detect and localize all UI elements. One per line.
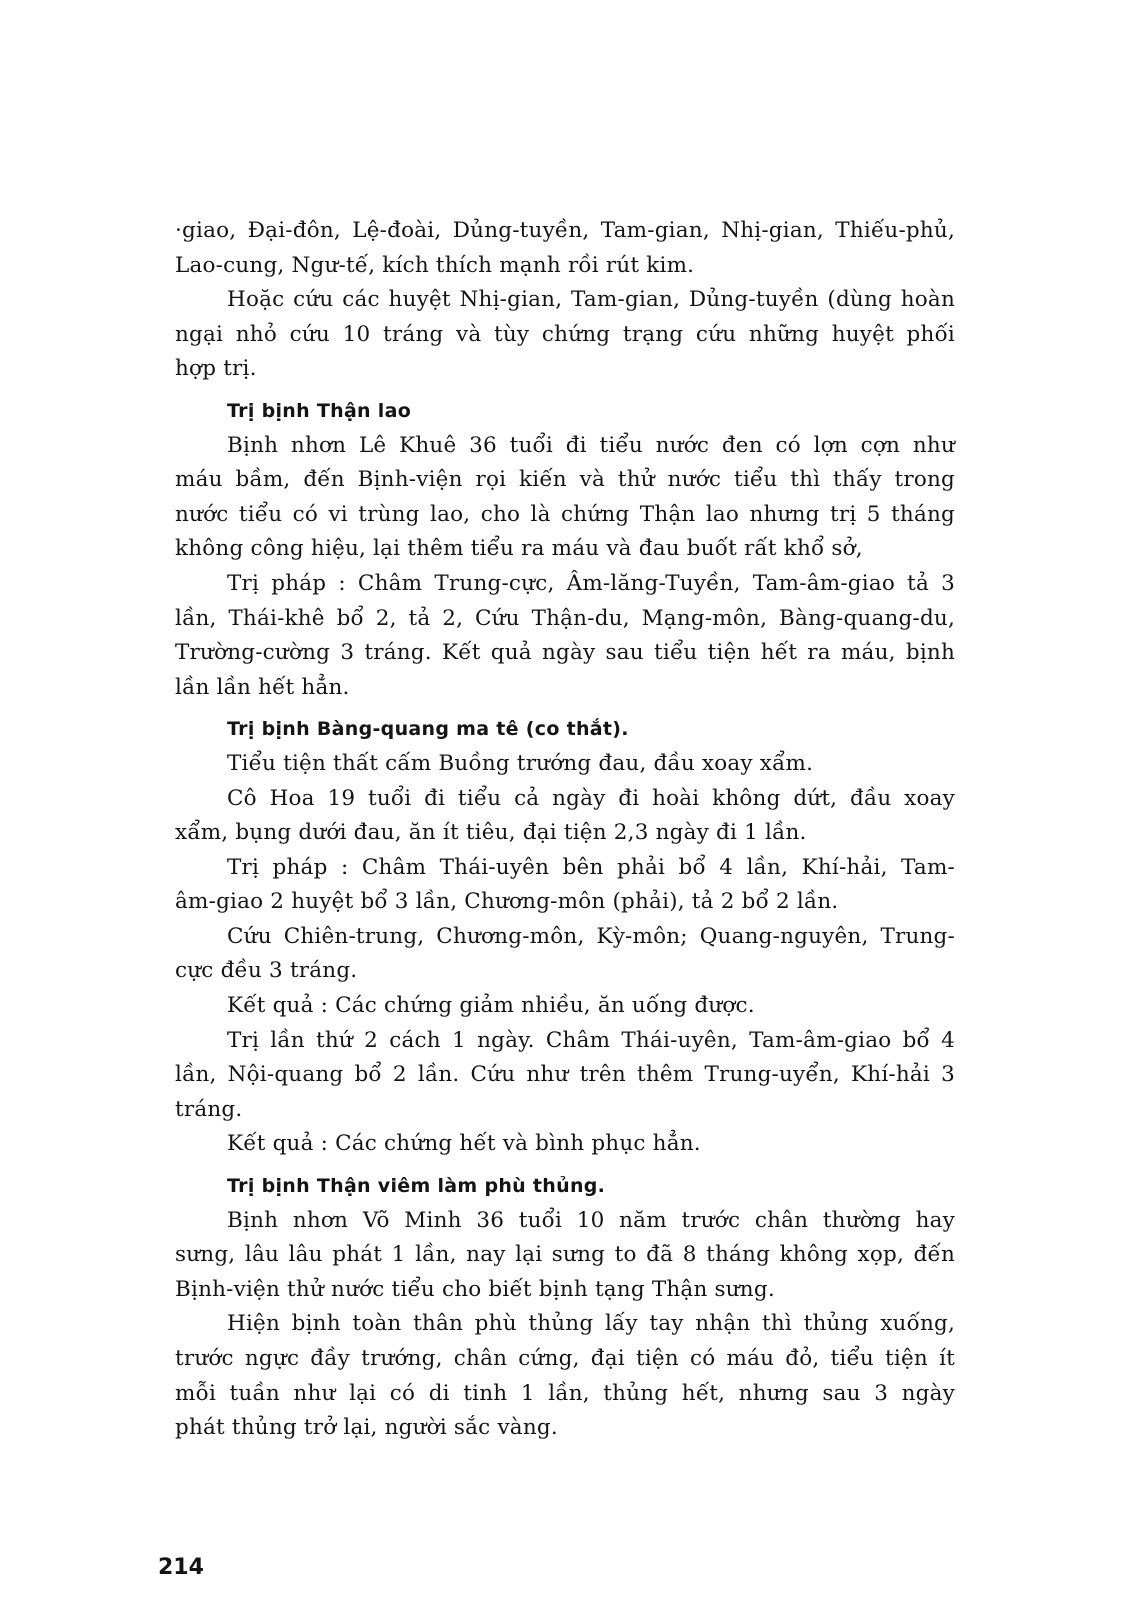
body-text [175, 214, 955, 1446]
text-line: ·giao, Đại-đôn, Lệ-đoài, Dủng-tuyền, Tam-gian, Nhị-gian, Thiếu-phủ, [175, 218, 955, 243]
text-line: Trị pháp : Châm Thái-uyên bên phải bổ 4 lần, Khí-hải, Tam- [227, 854, 955, 880]
text-line: Kết quả : Các chứng giảm nhiều, ăn uống được. [227, 993, 755, 1019]
text-line: Bịnh-viện thử nước tiểu cho biết bịnh tạng Thận sưng. [175, 1276, 775, 1302]
text-line: lần lần hết hẳn. [175, 674, 350, 700]
text-line: mỗi tuần như lại có di tinh 1 lần, thủng hết, nhưng sau 3 ngày [175, 1380, 955, 1406]
text-line: Cô Hoa 19 tuổi đi tiểu cả ngày đi hoài không dứt, đầu xoay [227, 785, 955, 811]
text-line: tráng. [175, 1096, 243, 1122]
text-line: trước ngực đầy trướng, chân cứng, đại tiện có máu đỏ, tiểu tiện ít [175, 1346, 955, 1371]
text-line: ngại nhỏ cứu 10 tráng và tùy chứng trạng cứu những huyệt phối [175, 321, 955, 347]
text-line: Bịnh nhơn Lê Khuê 36 tuổi đi tiểu nước đen có lợn cợn như [227, 432, 955, 458]
text-line: Trường-cường 3 tráng. Kết quả ngày sau tiểu tiện hết ra máu, bịnh [175, 640, 955, 666]
page-number: 214 [158, 1555, 204, 1580]
text-line: nước tiểu có vi trùng lao, cho là chứng Thận lao nhưng trị 5 tháng [175, 501, 955, 527]
text-line: sưng, lâu lâu phát 1 lần, nay lại sưng to đã 8 tháng không xọp, đến [175, 1242, 955, 1268]
text-line: máu bầm, đến Bịnh-viện rọi kiến và thử nước tiểu thì thấy trong [175, 467, 955, 493]
text-line: phát thủng trở lại, người sắc vàng. [175, 1415, 558, 1441]
text-line: Bịnh nhơn Võ Minh 36 tuổi 10 năm trước chân thường hay [227, 1207, 955, 1233]
text-line: hợp trị. [175, 356, 257, 382]
section-heading: Trị bịnh Thận lao [227, 399, 412, 422]
text-line: Lao-cung, Ngư-tế, kích thích mạnh rồi rút kim. [175, 252, 695, 278]
section-heading: Trị bịnh Thận viêm làm phù thủng. [227, 1175, 606, 1198]
text-line: lần, Thái-khê bổ 2, tả 2, Cứu Thận-du, Mạng-môn, Bàng-quang-du, [175, 605, 955, 631]
text-line: Tiểu tiện thất cấm Buồng trướng đau, đầu xoay xẩm. [227, 750, 814, 776]
text-line: Cứu Chiên-trung, Chương-môn, Kỳ-môn; Quang-nguyên, Trung- [227, 923, 955, 949]
text-line: Trị lần thứ 2 cách 1 ngày. Châm Thái-uyên, Tam-âm-giao bổ 4 [227, 1027, 955, 1053]
text-line: âm-giao 2 huyệt bổ 3 lần, Chương-môn (phải), tả 2 bổ 2 lần. [175, 889, 839, 915]
text-line: xẩm, bụng dưới đau, ăn ít tiêu, đại tiện 2,3 ngày đi 1 lần. [175, 820, 807, 846]
text-line: Kết quả : Các chứng hết và bình phục hẳn. [227, 1131, 701, 1157]
text-line: Hoặc cứu các huyệt Nhị-gian, Tam-gian, Dủng-tuyền (dùng hoàn [227, 287, 955, 313]
text-line: lần, Nội-quang bổ 2 lần. Cứu như trên thêm Trung-uyển, Khí-hải 3 [175, 1062, 955, 1088]
text-line: cực đều 3 tráng. [175, 958, 358, 984]
section-heading: Trị bịnh Bàng-quang ma tê (co thắt). [227, 718, 629, 741]
text-line: Trị pháp : Châm Trung-cực, Âm-lăng-Tuyền, Tam-âm-giao tả 3 [227, 570, 955, 596]
text-line: Hiện bịnh toàn thân phù thủng lấy tay nhận thì thủng xuống, [227, 1311, 955, 1337]
text-line: không công hiệu, lại thêm tiểu ra máu và đau buốt rất khổ sở, [175, 536, 863, 562]
